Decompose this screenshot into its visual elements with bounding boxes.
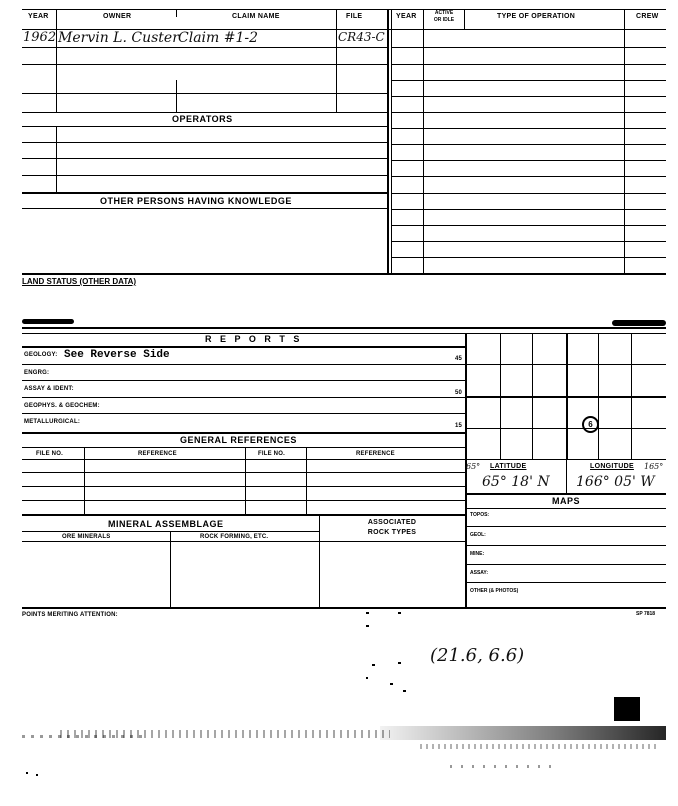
other-persons-heading: OTHER PERSONS HAVING KNOWLEDGE <box>100 196 292 206</box>
maps-geol: GEOL: <box>470 532 486 538</box>
coordinate-note: (21.6, 6.6) <box>430 645 525 666</box>
header-active: ACTIVE <box>434 10 454 16</box>
metallurgical-label: METALLURGICAL: <box>24 419 81 425</box>
header-year: YEAR <box>28 13 49 20</box>
assay-ident-label: ASSAY & IDENT: <box>24 386 74 392</box>
lat-prefix: 65° <box>466 462 481 471</box>
latitude-value: 65° 18' N <box>482 474 550 490</box>
header-year-right: YEAR <box>396 13 417 20</box>
header-file: FILE <box>346 13 363 20</box>
maps-assay: ASSAY: <box>470 570 489 576</box>
geology-value: See Reverse Side <box>64 349 170 361</box>
row1-owner: Mervin L. Custer <box>58 30 179 46</box>
row1-year: 1962 <box>23 30 57 45</box>
associated-line2: ROCK TYPES <box>367 529 417 536</box>
land-status-label: LAND STATUS (OTHER DATA) <box>22 277 137 286</box>
form-code: SP 7818 <box>636 611 656 617</box>
header-idle: OR IDLE <box>433 17 455 23</box>
long-suffix: 165° <box>644 462 664 471</box>
associated-line1: ASSOCIATED <box>367 519 417 526</box>
engrg-label: ENGRG: <box>24 370 50 376</box>
longitude-value: 166° 05' W <box>576 474 655 490</box>
header-owner: OWNER <box>103 13 132 20</box>
geology-label: GEOLOGY: <box>24 352 58 358</box>
mineral-assemblage-title: MINERAL ASSEMBLAGE <box>108 519 224 529</box>
num-15: 15 <box>455 423 463 429</box>
gr-file-no-2: FILE NO. <box>258 451 285 457</box>
maps-title: MAPS <box>552 496 581 506</box>
geophys-label: GEOPHYS. & GEOCHEM: <box>24 403 100 409</box>
reports-title: R E P O R T S <box>205 334 303 344</box>
grid-marker: 6 <box>582 416 599 433</box>
rock-forming-label: ROCK FORMING, ETC. <box>200 534 269 540</box>
num-50: 50 <box>455 390 463 396</box>
gr-reference-2: REFERENCE <box>356 451 395 457</box>
operators-heading: OPERATORS <box>172 114 233 124</box>
general-references-title: GENERAL REFERENCES <box>180 435 297 445</box>
gr-file-no: FILE NO. <box>36 451 63 457</box>
longitude-label: LONGITUDE <box>590 463 634 470</box>
row1-claim-name: Claim #1-2 <box>178 30 259 46</box>
maps-topos: TOPOS: <box>470 512 490 518</box>
points-meriting-attention-label: POINTS MERITING ATTENTION: <box>22 612 118 618</box>
maps-other: OTHER (& PHOTOS) <box>470 588 519 594</box>
header-claim-name: CLAIM NAME <box>232 13 280 20</box>
latitude-label: LATITUDE <box>490 463 527 470</box>
header-type-of-operation: TYPE OF OPERATION <box>497 13 576 20</box>
gr-reference: REFERENCE <box>138 451 177 457</box>
num-45: 45 <box>455 356 463 362</box>
header-crew: CREW <box>636 13 659 20</box>
row1-file: CR43-C <box>338 30 385 44</box>
maps-mine: MINE: <box>470 551 485 557</box>
ore-minerals-label: ORE MINERALS <box>62 534 111 540</box>
